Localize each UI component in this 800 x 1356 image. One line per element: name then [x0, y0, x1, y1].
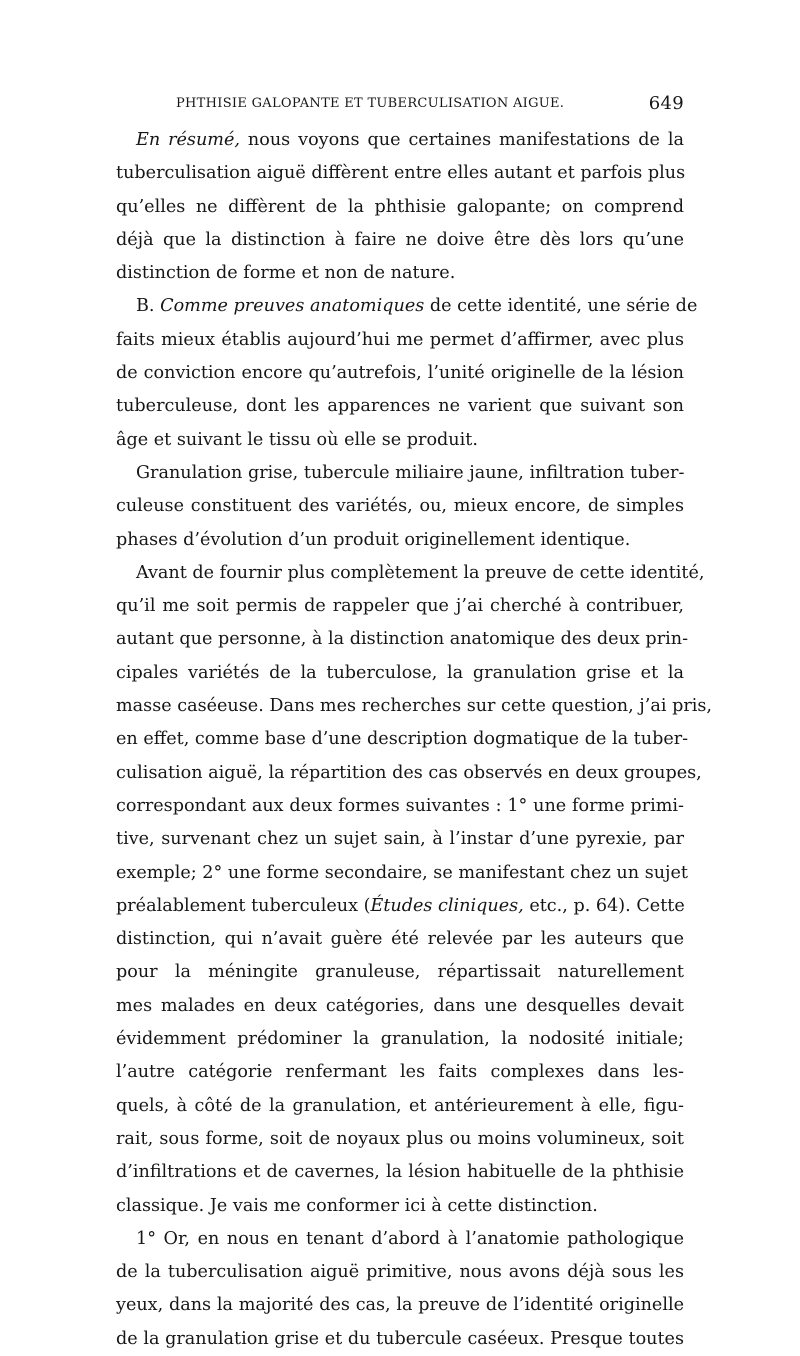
text-segment: en effet, comme base d’une description dogmatique de la tuber-: [116, 729, 689, 750]
text-segment: cipales variétés de la tuberculose, la granulation grise et la: [116, 662, 684, 683]
text-segment: qu’elles ne diffèrent de la phthisie galopante; on comprend: [116, 196, 684, 217]
text-line: [116, 1190, 684, 1223]
text-segment: rait, sous forme, soit de noyaux plus ou moins volumineux, soit: [116, 1128, 684, 1149]
text-segment: exemple; 2° une forme secondaire, se manifestant chez un sujet: [116, 862, 688, 883]
italic-text: Comme preuves anatomiques: [160, 296, 425, 317]
text-segment: 1° Or, en nous en tenant d’abord à l’anatomie pathologique: [136, 1228, 684, 1249]
text-line: [116, 1156, 684, 1189]
italic-text: En résumé,: [136, 130, 240, 150]
text-line: [116, 890, 684, 923]
text-line: [116, 590, 684, 623]
text-line: [116, 757, 702, 790]
text-segment: correspondant aux deux formes suivantes : 1° une forme primi-: [116, 795, 684, 816]
text-line: [116, 956, 684, 989]
text-segment: évidemment prédominer la granulation, la nodosité initiale;: [116, 1029, 684, 1050]
text-segment: faits mieux établis aujourd’hui me permet d’affirmer, avec plus: [116, 329, 684, 350]
text-line: [116, 1289, 684, 1322]
text-segment: pour la méningite granuleuse, répartissait naturellement: [116, 962, 684, 983]
text-line: [116, 790, 684, 823]
text-line: [116, 490, 684, 523]
text-segment: l’autre catégorie renfermant les faits complexes dans les-: [116, 1062, 684, 1083]
text-segment: classique. Je vais me conformer ici à cette distinction.: [116, 1195, 598, 1216]
text-line: [116, 390, 684, 423]
text-line: [116, 1023, 684, 1056]
body-text: [116, 124, 712, 1356]
text-line: [116, 424, 684, 457]
text-line: [116, 923, 684, 956]
text-line: [116, 1256, 684, 1289]
text-segment: distinction, qui n’avait guère été relevée par les auteurs que: [116, 929, 684, 950]
text-line: [116, 623, 689, 656]
text-segment: tuberculisation aiguë diffèrent entre elles autant et parfois plus: [116, 163, 686, 184]
text-line: [116, 257, 684, 290]
text-line: [116, 191, 684, 224]
text-line: [116, 1090, 684, 1123]
text-segment: etc., p. 64). Cette: [523, 895, 685, 916]
text-line: [116, 657, 684, 690]
text-segment: de conviction encore qu’autrefois, l’unité originelle de la lésion: [116, 363, 684, 384]
text-line: [116, 823, 684, 856]
text-line: [116, 324, 684, 357]
text-segment: qu’il me soit permis de rappeler que j’ai cherché à contribuer,: [116, 596, 684, 617]
text-segment: déjà que la distinction à faire ne doive être dès lors qu’une: [116, 229, 684, 250]
text-line: [116, 1323, 684, 1356]
text-line: [116, 124, 684, 157]
text-segment: B.: [136, 296, 161, 317]
text-line: [116, 524, 684, 557]
text-line: [116, 357, 684, 390]
text-segment: yeux, dans la majorité des cas, la preuve de l’identité originelle: [116, 1295, 684, 1316]
text-segment: âge et suivant le tissu où elle se produit.: [116, 429, 478, 450]
text-segment: nous voyons que certaines manifestations de la: [239, 130, 684, 150]
page-number: 649: [648, 93, 684, 114]
text-line: [116, 1223, 684, 1256]
text-line: [116, 157, 684, 190]
text-segment: d’infiltrations et de cavernes, la lésion habituelle de la phthisie: [116, 1162, 684, 1183]
text-line: [116, 857, 688, 890]
text-segment: culisation aiguë, la répartition des cas observés en deux groupes,: [116, 762, 702, 783]
text-segment: de la tuberculisation aiguë primitive, nous avons déjà sous les: [116, 1262, 684, 1283]
text-segment: tive, survenant chez un sujet sain, à l’instar d’une pyrexie, par: [116, 829, 684, 850]
text-line: [116, 224, 684, 257]
text-line: [116, 557, 705, 590]
text-segment: préalablement tuberculeux (: [116, 895, 371, 916]
text-segment: Avant de fournir plus complètement la preuve de cette identité,: [136, 562, 705, 583]
text-segment: quels, à côté de la granulation, et antérieurement à elle, figu-: [116, 1095, 684, 1116]
text-line: [116, 723, 689, 756]
text-segment: masse caséeuse. Dans mes recherches sur cette question, j’ai pris,: [116, 696, 712, 717]
text-segment: Granulation grise, tubercule miliaire jaune, infiltration tuber-: [136, 462, 685, 483]
text-segment: de la granulation grise et du tubercule caséeux. Presque toutes: [116, 1328, 684, 1349]
text-line: [116, 1056, 684, 1089]
text-line: [116, 990, 684, 1023]
text-segment: tuberculeuse, dont les apparences ne varient que suivant son: [116, 396, 684, 417]
italic-text: Études cliniques,: [370, 895, 524, 916]
text-segment: distinction de forme et non de nature.: [116, 263, 456, 284]
text-line: [116, 1123, 684, 1156]
text-line: [116, 457, 684, 490]
text-segment: autant que personne, à la distinction anatomique des deux prin-: [116, 629, 689, 650]
text-line: [116, 290, 698, 323]
text-segment: phases d’évolution d’un produit originellement identique.: [116, 529, 631, 550]
text-segment: de cette identité, une série de: [424, 296, 698, 317]
running-head-title: PHTHISIE GALOPANTE ET TUBERCULISATION AIGUE.: [176, 96, 565, 111]
text-line: [116, 690, 712, 723]
text-segment: culeuse constituent des variétés, ou, mieux encore, de simples: [116, 496, 684, 517]
text-segment: mes malades en deux catégories, dans une desquelles devait: [116, 995, 684, 1016]
